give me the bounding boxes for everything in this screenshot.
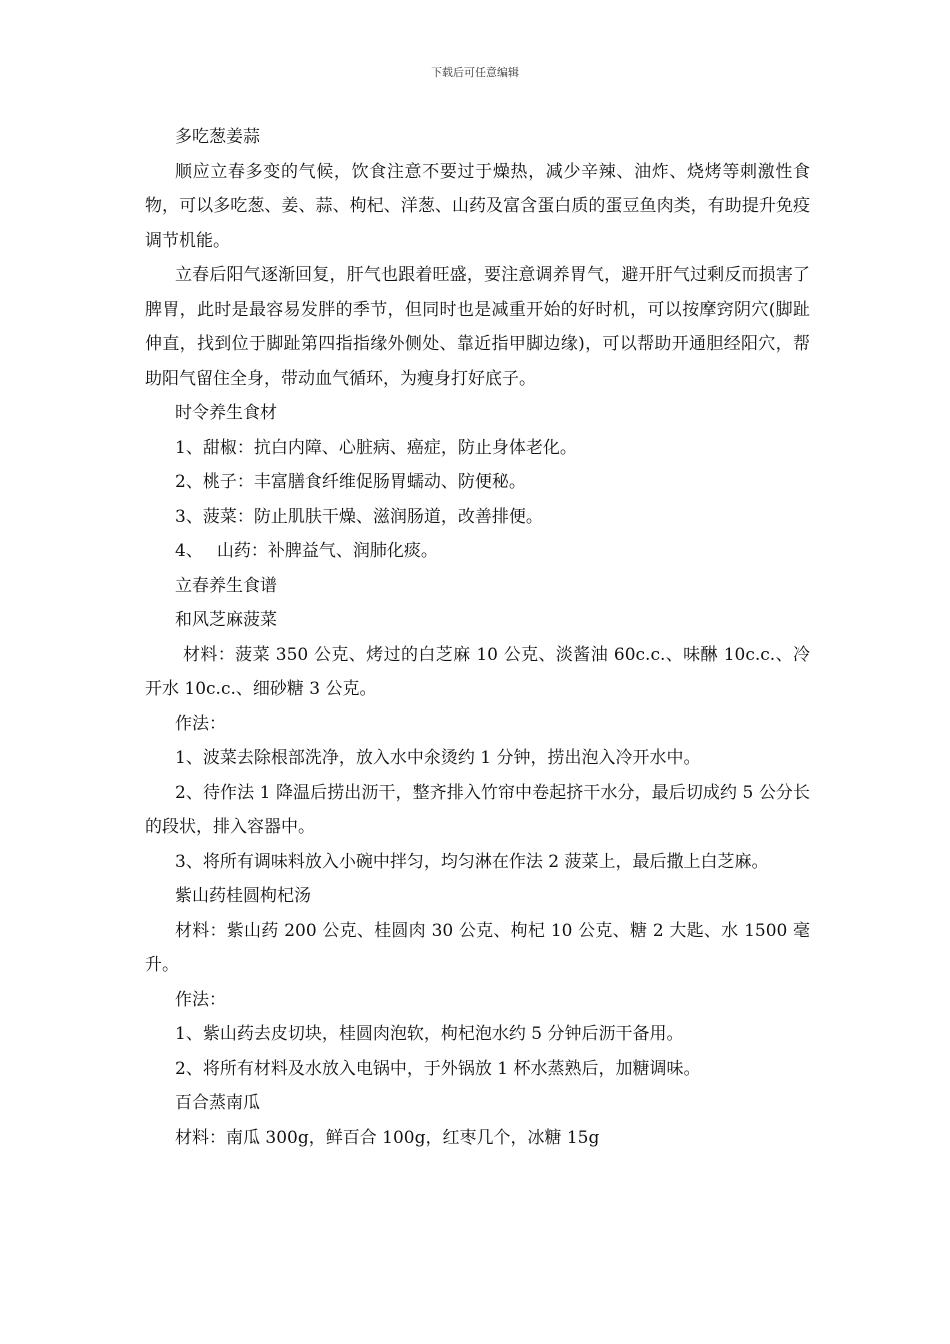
recipe-step: 2、将所有材料及水放入电锅中，于外锅放 1 杯水蒸熟后，加糖调味。 <box>175 1058 701 1079</box>
recipe-method-label: 作法： <box>175 713 226 734</box>
page-header: 下载后可任意编辑 <box>431 66 519 79</box>
list-item: 3、菠菜：防止肌肤干燥、滋润肠道，改善排便。 <box>175 506 543 527</box>
list-item <box>145 534 810 569</box>
section-heading-garlic: 多吃葱姜蒜 <box>175 127 260 147</box>
recipe-step: 1、紫山药去皮切块，桂圆肉泡软，枸杞泡水约 5 分钟后沥干备用。 <box>175 1024 684 1044</box>
document-body <box>145 120 810 1155</box>
paragraph-massage: 立春后阳气逐渐回复，肝气也跟着旺盛，要注意调养胃气，避开肝气过剩反而损害了脾胃，此时是最容易发胖的季节，但同时也是减重开始的好时机，可以按摩窍阴穴(脚趾伸直，找到位于脚趾第四指指缘外侧处、靠近指甲脚边缘)，可以帮助开通胆经阳穴，帮助阳气留住全身，带动血气循环，为瘦身打好底子。 <box>145 265 810 389</box>
recipe-materials: 材料：紫山药 200 公克、桂圆肉 30 公克、枸杞 10 公克、糖 2 大匙、水 1500 毫升。 <box>145 920 810 975</box>
recipe-step: 2、待作法 1 降温后捞出沥干，整齐排入竹帘中卷起挤干水分，最后切成约 5 公分长的段状，排入容器中。 <box>145 782 810 837</box>
paragraph-diet: 顺应立春多变的气候，饮食注意不要过于燥热，减少辛辣、油炸、烧烤等刺激性食物，可以多吃葱、姜、蒜、枸杞、洋葱、山药及富含蛋白质的蛋豆鱼肉类，有助提升免疫调节机能。 <box>145 161 810 251</box>
recipe-materials: 材料：南瓜 300g，鲜百合 100g，红枣几个，冰糖 15g <box>175 1127 600 1148</box>
recipe-materials: 材料：菠菜 350 公克、烤过的白芝麻 10 公克、淡酱油 60c.c.、味醂 10c.c.、冷开水 10c.c.、细砂糖 3 公克。 <box>145 644 810 699</box>
recipe-title: 紫山药桂圆枸杞汤 <box>175 886 311 906</box>
list-item: 1、甜椒：抗白内障、心脏病、癌症，防止身体老化。 <box>175 437 577 458</box>
recipe-step: 1、波菜去除根部洗净，放入水中氽烫约 1 分钟，捞出泡入冷开水中。 <box>175 748 701 768</box>
recipe-title: 和风芝麻菠菜 <box>175 610 277 630</box>
recipe-title: 百合蒸南瓜 <box>175 1093 260 1113</box>
recipe-step: 3、将所有调味料放入小碗中拌匀，均匀淋在作法 2 菠菜上，最后撒上白芝麻。 <box>175 851 769 872</box>
list-text: 山药：补脾益气、润肺化痰。 <box>216 541 438 561</box>
section-heading-ingredients: 时令养生食材 <box>175 403 277 423</box>
list-item: 2、桃子：丰富膳食纤维促肠胃蠕动、防便秘。 <box>175 472 526 492</box>
list-number: 4、 <box>175 541 203 561</box>
recipe-method-label: 作法： <box>175 989 226 1010</box>
section-heading-recipes: 立春养生食谱 <box>175 575 277 596</box>
